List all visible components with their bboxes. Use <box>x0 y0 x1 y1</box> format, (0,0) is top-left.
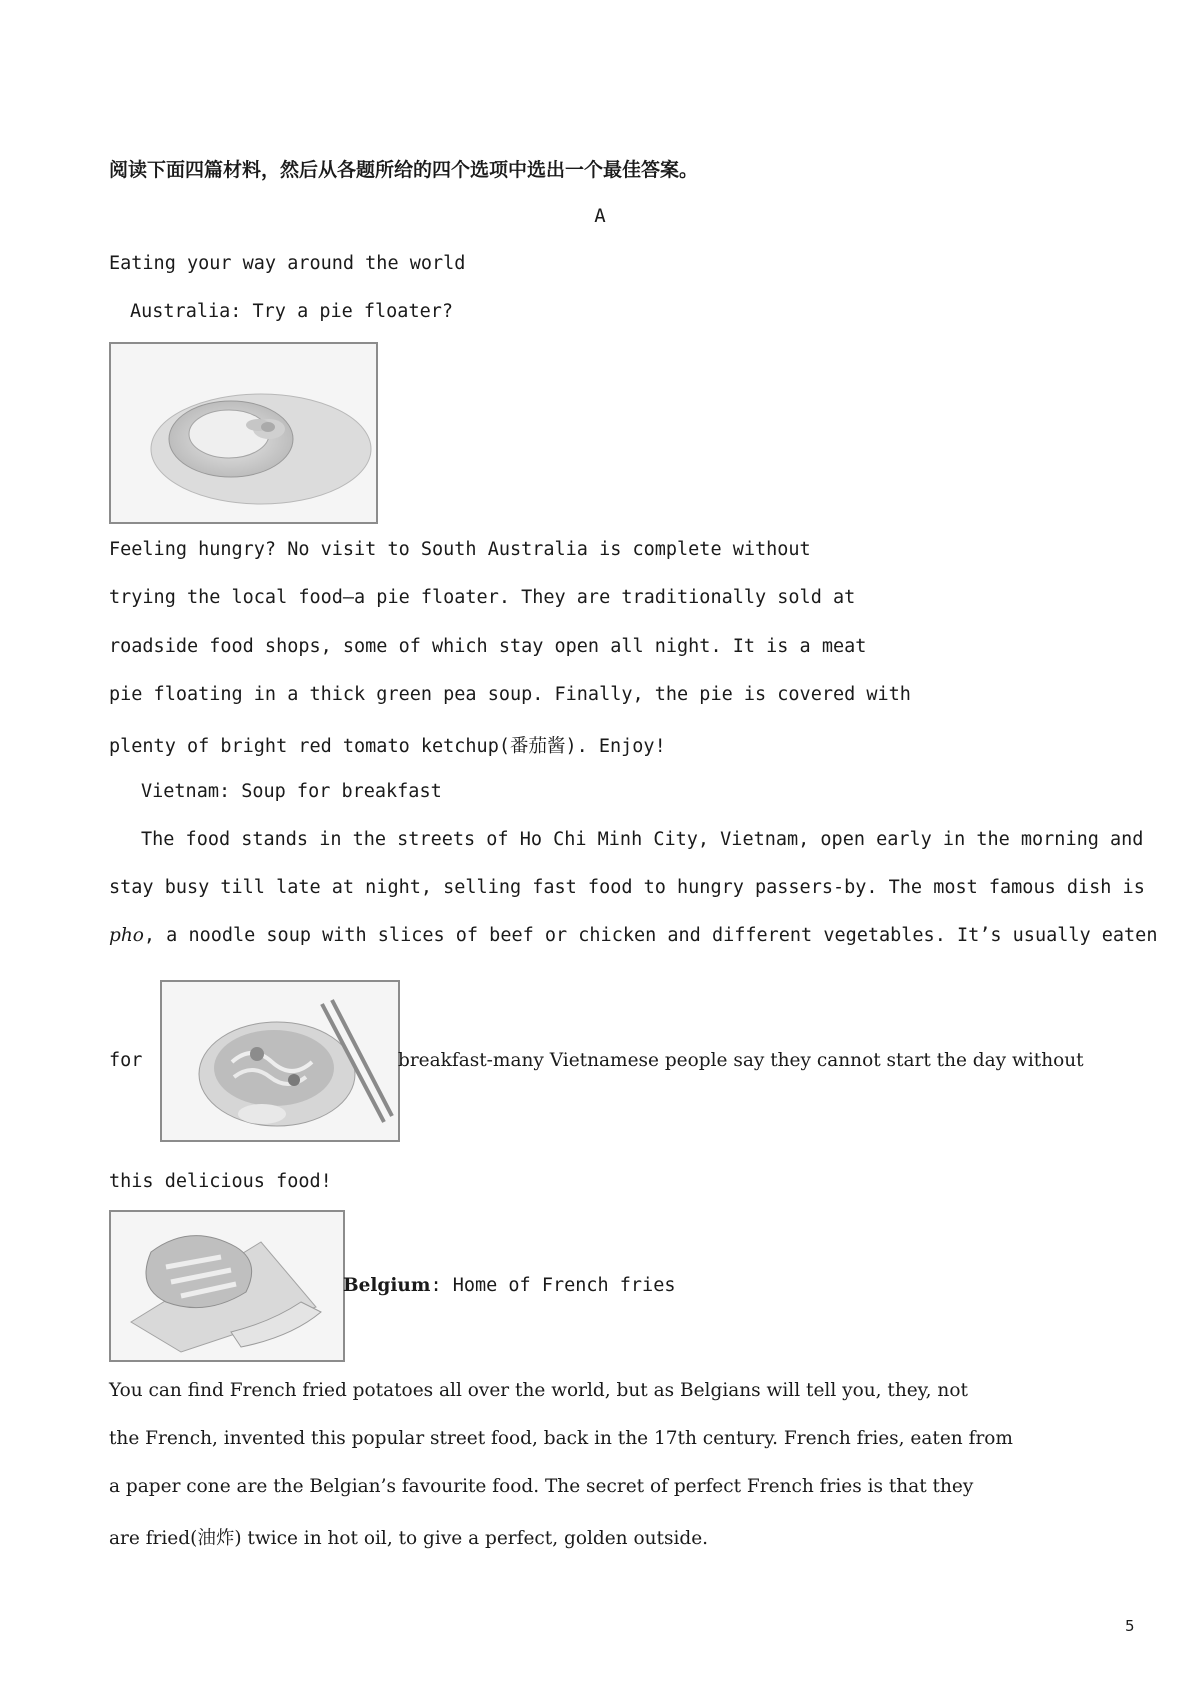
belgium-heading-bold: Belgium <box>343 1275 431 1296</box>
vietnam-line-5: this delicious food! <box>109 1171 332 1192</box>
australia-line-2: trying the local food—a pie floater. They are traditionally sold at <box>109 587 856 608</box>
australia-line-4: pie floating in a thick green pea soup. Finally, the pie is covered with <box>109 684 911 705</box>
belgium-heading-rest: : Home of French fries <box>430 1275 676 1296</box>
vietnam-line-3-rest: , a noodle soup with slices of beef or chicken and different vegetables. It’s usually eaten <box>143 925 1158 946</box>
vietnam-line-3 <box>109 925 1157 946</box>
vietnam-line-1: The food stands in the streets of Ho Chi Minh City, Vietnam, open early in the morning and <box>141 829 1144 850</box>
section-letter: A <box>594 205 606 227</box>
australia-line-3: roadside food shops, some of which stay open all night. It is a meat <box>109 636 867 657</box>
pie-floater-image <box>109 342 378 524</box>
australia-line-5: plenty of bright red tomato ketchup(番茄酱). Enjoy! <box>109 736 666 757</box>
vietnam-line-4-end <box>398 1050 1084 1071</box>
australia-heading: Australia: Try a pie floater? <box>130 301 454 322</box>
vietnam-line-4-text: breakfast-many Vietnamese people say they cannot start the day without <box>398 1050 1084 1071</box>
pho-word: pho <box>109 925 144 946</box>
belgium-line-4: are fried(油炸) twice in hot oil, to give a perfect, golden outside. <box>109 1528 709 1549</box>
pho-soup-image <box>160 980 400 1142</box>
australia-line-1: Feeling hungry? No visit to South Australia is complete without <box>109 539 811 560</box>
belgium-line-3: a paper cone are the Belgian’s favourite food. The secret of perfect French fries is that they <box>109 1476 974 1497</box>
belgium-line-2: the French, invented this popular street food, back in the 17th century. French fries, eaten from <box>109 1428 1013 1449</box>
belgium-line-1: You can find French fried potatoes all over the world, but as Belgians will tell you, they, not <box>109 1380 968 1401</box>
reading-instruction: 阅读下面四篇材料，然后从各题所给的四个选项中选出一个最佳答案。 <box>109 159 699 181</box>
vietnam-heading: Vietnam: Soup for breakfast <box>141 781 442 802</box>
vietnam-line-2: stay busy till late at night, selling fast food to hungry passers-by. The most famous dish is <box>109 877 1145 898</box>
vietnam-line-4-start: for <box>109 1050 143 1071</box>
article-title: Eating your way around the world <box>109 253 466 274</box>
page-number: 5 <box>1125 1617 1135 1635</box>
belgium-heading <box>343 1275 675 1296</box>
french-fries-image <box>109 1210 345 1362</box>
